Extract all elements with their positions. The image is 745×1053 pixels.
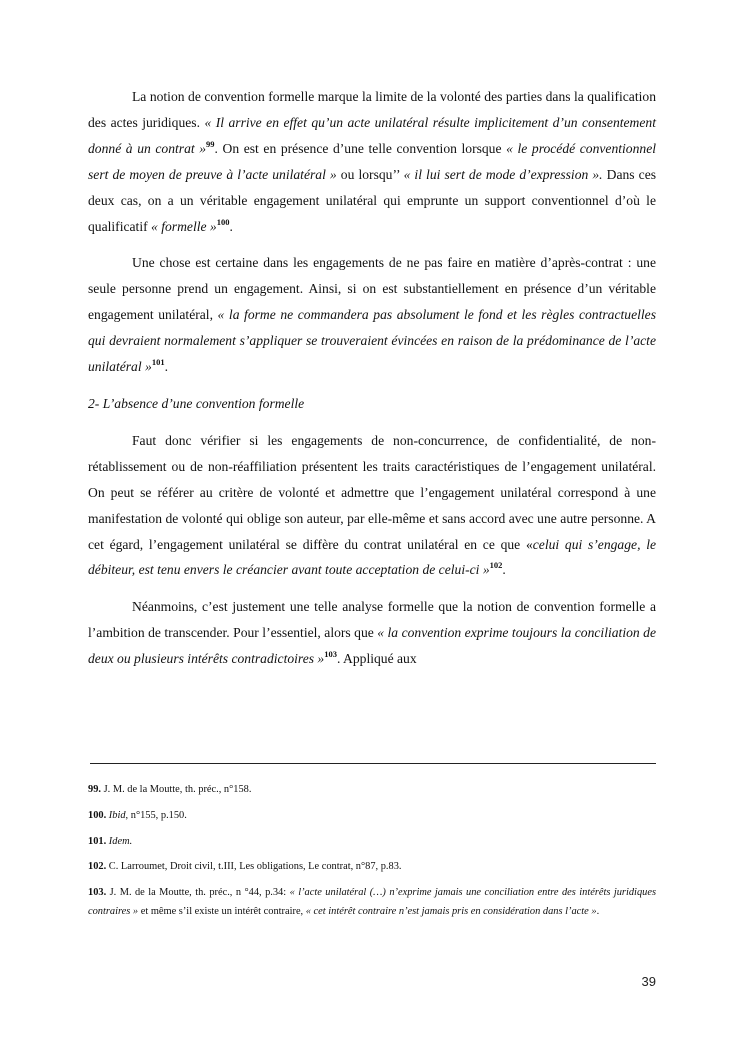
footnote-text: , n°155, p.150. (125, 809, 187, 821)
footnote-number: 103. (88, 887, 107, 899)
paragraph-2 (88, 250, 656, 380)
quote: « la forme ne commandera pas absolument le fond et les règles contractuelles qui devraient normalement s’appliquer se trouveraient évincées en raison de la prédominance de l’acte unilatéral » (88, 307, 656, 375)
footnote-ref-102[interactable]: 102 (489, 560, 503, 571)
footnote-text: J. M. de la Moutte, th. préc., n°158. (101, 784, 252, 795)
section-heading: 2- L’absence d’une convention formelle (88, 395, 305, 411)
footnote-number: 101. (88, 835, 107, 847)
text: . Appliqué aux (336, 651, 417, 667)
footnotes (88, 781, 656, 929)
footnote-text: J. M. de la Moutte, th. préc., n °44, p.34: (106, 887, 290, 899)
quote: « le procédé conventionnel sert de moyen de preuve à l’acte unilatéral » (88, 140, 657, 182)
paragraph-4 (88, 594, 656, 672)
footnote-number: 99. (88, 784, 101, 795)
footnote-ref-101[interactable]: 101 (151, 357, 165, 368)
footnote-100 (88, 807, 656, 826)
text: . On est en présence d’une telle convention lorsque (214, 140, 507, 156)
text: . (502, 562, 506, 578)
paragraph-1 (88, 84, 656, 239)
quote: « la convention exprime toujours la conciliation de deux ou plusieurs intérêts contradictoires » (88, 625, 656, 667)
footnote-quote: « l’acte unilatéral (…) n’exprime jamais une conciliation entre des intérêts juridiques contraires » (88, 887, 656, 917)
footnote-quote: « cet intérêt contraire n’est jamais pris en considération dans l’acte » (305, 905, 597, 917)
footnote-102 (88, 858, 656, 877)
quote: celui qui s’engage, le débiteur, est tenu envers le créancier avant toute acceptation de celui-ci » (88, 536, 656, 578)
text: . (229, 218, 233, 234)
footnote-number: 102. (88, 861, 107, 873)
text: Une chose est certaine dans les engagements de ne pas faire en matière d’après-contrat : une seule personne prend un engagement. Ainsi, si on est substantiellement en présence d’un véritable engagement unilatéral, (88, 255, 656, 323)
page-number: 39 (641, 974, 656, 989)
footnote-text: . (596, 905, 600, 917)
paragraph-3 (88, 428, 656, 583)
text: La notion de convention formelle marque la limite de la volonté des parties dans la qualification des actes juridiques. (88, 89, 656, 130)
footnote-99 (88, 781, 656, 800)
footnote-ref-99[interactable]: 99 (206, 138, 215, 149)
footnote-101 (88, 833, 656, 852)
footnote-103 (88, 884, 656, 922)
footnote-separator (90, 763, 656, 764)
footnote-text: C. Larroumet, Droit civil, t.III, Les obligations, Le contrat, n°87, p.83. (106, 861, 402, 873)
page-body (88, 84, 656, 683)
footnote-italic: Idem. (108, 835, 133, 847)
footnote-number: 100. (88, 809, 107, 821)
text: ou lorsqu’’ (336, 166, 404, 182)
footnote-ref-103[interactable]: 103 (324, 649, 337, 660)
quote: « formelle » (151, 218, 217, 234)
text: Dans ces deux cas, on a un véritable engagement unilatéral qui emprunte un support conventionnel d’où le qualificatif (88, 166, 657, 234)
footnote-ref-100[interactable]: 100 (216, 216, 230, 227)
text: . (164, 359, 168, 375)
footnote-text: et même s’il existe un intérêt contraire, (138, 905, 306, 917)
text: Néanmoins, c’est justement une telle analyse formelle que la notion de convention formelle a l’ambition de transcender. Pour l’essentiel, alors que (88, 599, 656, 641)
quote: « il lui sert de mode d’expression ». (403, 166, 603, 182)
footnote-italic: Ibid (108, 809, 126, 821)
quote: « Il arrive en effet qu’un acte unilatéral résulte implicitement d’un consentement donné à un contrat » (88, 114, 656, 156)
text: Faut donc vérifier si les engagements de non-concurrence, de confidentialité, de non-rétablissement ou de non-réaffiliation présentent les traits caractéristiques de l’engagement unilatéral. On peut se référer au critère de volonté et admettre que l’engagement unilatéral correspond à une manifestation de volonté qui oblige son auteur, par elle-même et sans accord avec une autre personne. A cet égard, l’engagement unilatéral se diffère du contrat unilatéral en ce que « (88, 432, 656, 552)
